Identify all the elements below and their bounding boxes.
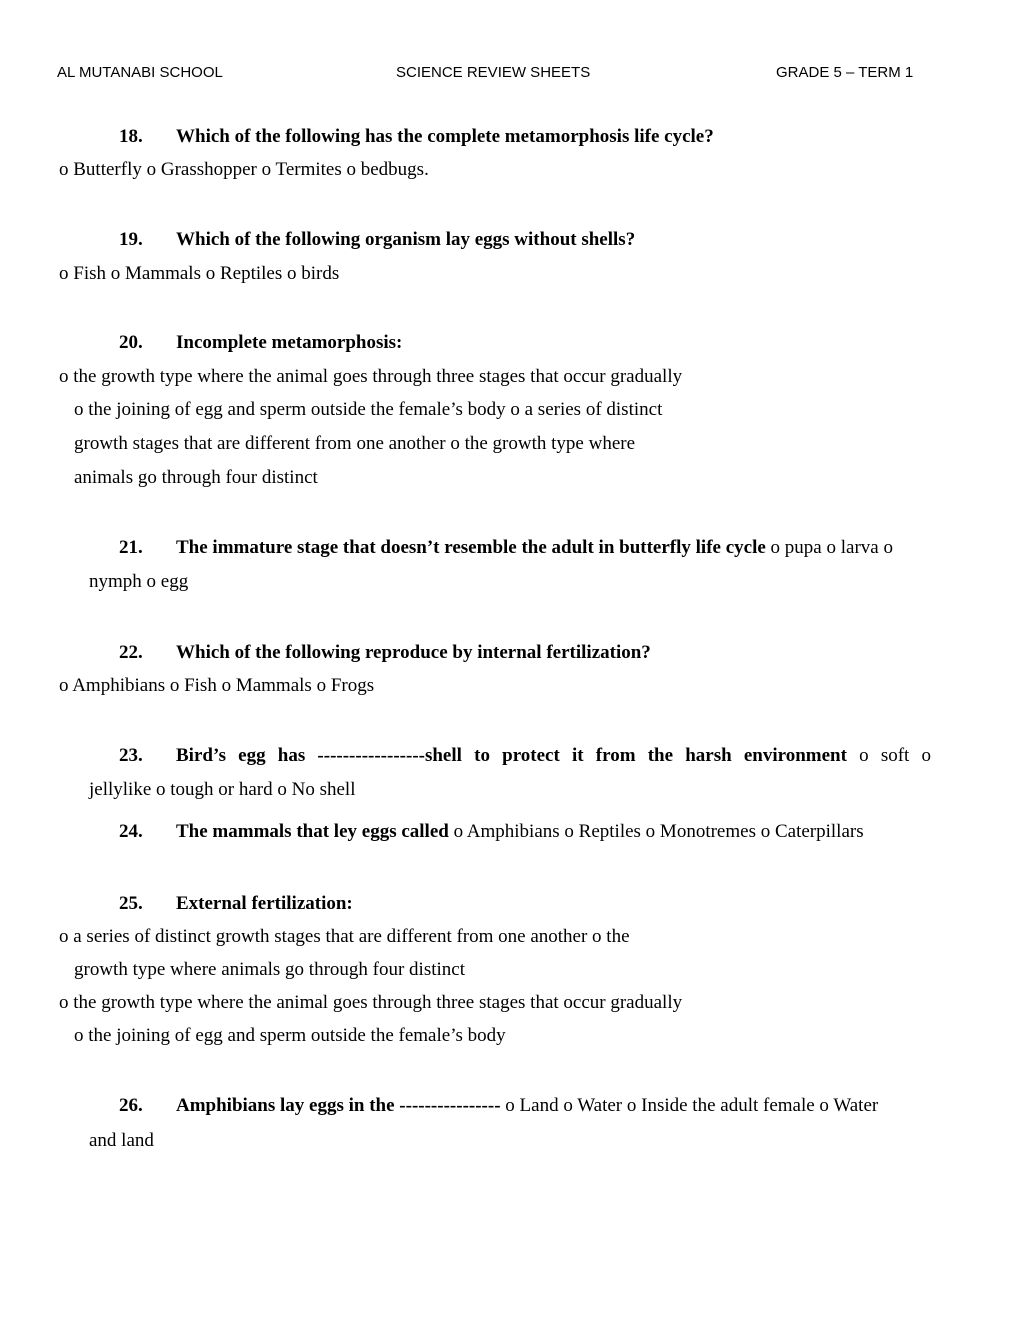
header-grade: GRADE 5 – TERM 1 [776, 64, 914, 81]
q19-number: 19. [119, 229, 143, 250]
q21-options: o pupa o larva o [765, 537, 893, 558]
q21-question: The immature stage that doesn’t resemble the adult in butterfly life cycle [176, 537, 766, 558]
q18-text: Which of the following has the complete metamorphosis life cycle? [176, 126, 714, 147]
q24-number: 24. [119, 821, 143, 842]
header-school: AL MUTANABI SCHOOL [57, 64, 223, 81]
q22-number: 22. [119, 642, 143, 663]
q20-text: Incomplete metamorphosis: [176, 332, 403, 353]
q26-number: 26. [119, 1095, 143, 1116]
q23-options: o soft o [846, 745, 932, 766]
q22-options: o Amphibians o Fish o Mammals o Frogs [59, 675, 375, 696]
q20-option-line: o the growth type where the animal goes through three stages that occur gradually [59, 366, 683, 387]
q25-option-line: growth type where animals go through four distinct [74, 959, 466, 980]
q23-options-cont: jellylike o tough or hard o No shell [89, 779, 356, 800]
q25-option-line: o the joining of egg and sperm outside the female’s body [74, 1025, 506, 1046]
q24-text [176, 821, 864, 843]
q20-option-line: animals go through four distinct [74, 467, 318, 488]
q18-number: 18. [119, 126, 143, 147]
q26-text [176, 1095, 878, 1117]
q26-options: o Land o Water o Inside the adult female o Water [500, 1095, 879, 1116]
q20-option-line: growth stages that are different from one another o the growth type where [74, 433, 636, 454]
q26-options-cont: and land [89, 1130, 154, 1151]
q19-text: Which of the following organism lay eggs without shells? [176, 229, 636, 250]
q25-option-line: o a series of distinct growth stages that are different from one another o the [59, 926, 630, 947]
q24-question: The mammals that ley eggs called [176, 821, 449, 842]
q25-number: 25. [119, 893, 143, 914]
q23-question: Bird’s egg has -----------------shell to protect it from the harsh environment [176, 745, 847, 766]
q25-text: External fertilization: [176, 893, 353, 914]
q21-options-cont: nymph o egg [89, 571, 189, 592]
q22-text: Which of the following reproduce by internal fertilization? [176, 642, 651, 663]
q23-number: 23. [119, 745, 143, 766]
q21-number: 21. [119, 537, 143, 558]
q20-option-line: o the joining of egg and sperm outside the female’s body o a series of distinct [74, 399, 663, 420]
q21-text [176, 537, 893, 559]
q26-question: Amphibians lay eggs in the ---------------- [176, 1095, 501, 1116]
q24-options: o Amphibians o Reptiles o Monotremes o Caterpillars [448, 821, 864, 842]
q18-options: o Butterfly o Grasshopper o Termites o bedbugs. [59, 159, 429, 180]
q23-text [176, 745, 931, 767]
q19-options: o Fish o Mammals o Reptiles o birds [59, 263, 340, 284]
header-title: SCIENCE REVIEW SHEETS [396, 64, 591, 81]
q25-option-line: o the growth type where the animal goes through three stages that occur gradually [59, 992, 683, 1013]
q20-number: 20. [119, 332, 143, 353]
